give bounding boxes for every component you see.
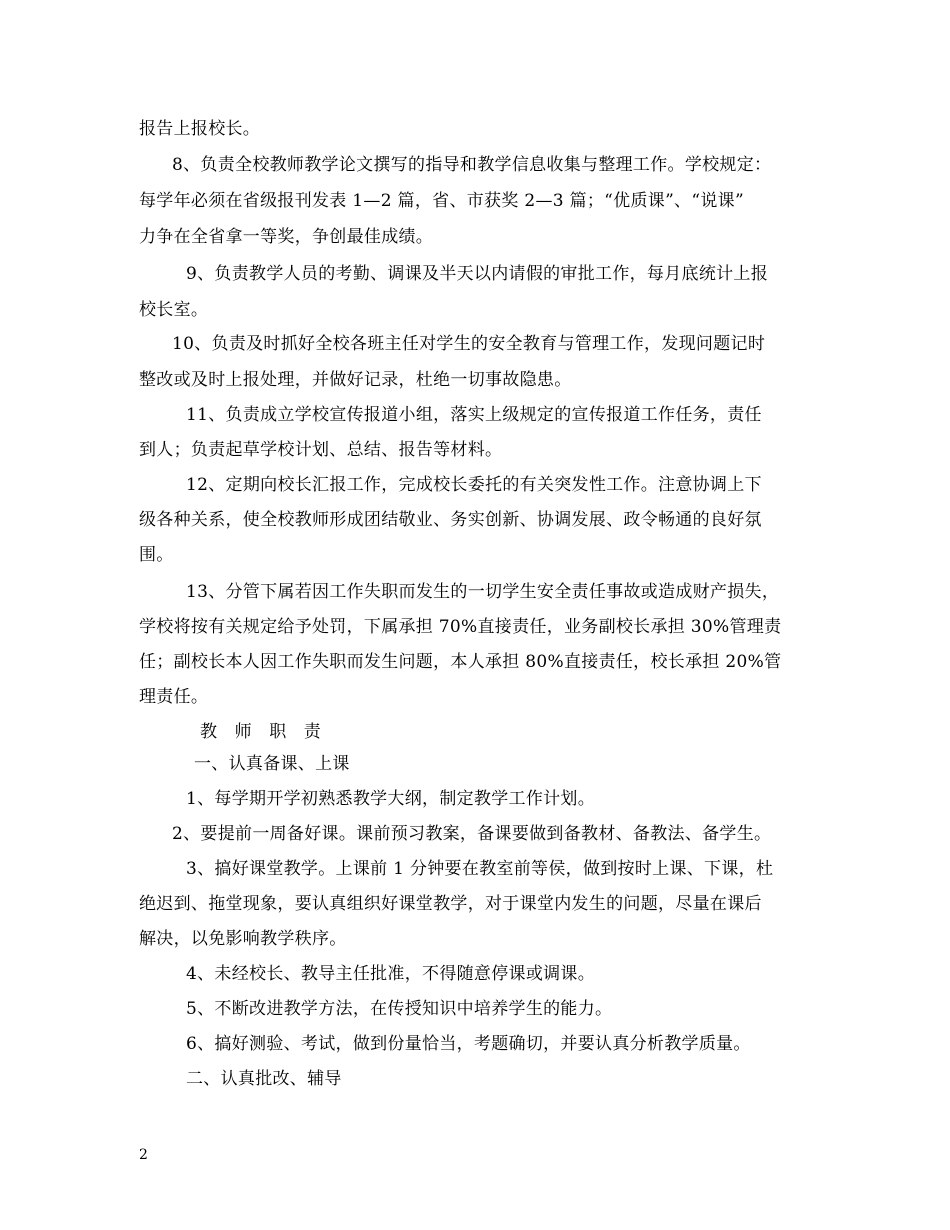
text-line: 理责任。 (139, 687, 209, 707)
text-line: 12、定期向校长汇报工作，完成校长委托的有关突发性工作。注意协调上下 (186, 475, 762, 495)
subsection-heading: 二、认真批改、辅导 (186, 1069, 342, 1089)
text-line: 6、搞好测验、考试，做到份量恰当，考题确切，并要认真分析教学质量。 (186, 1034, 751, 1054)
text-line: 报告上报校长。 (139, 119, 261, 139)
text-line: 8、负责全校教师教学论文撰写的指导和教学信息收集与整理工作。学校规定： (172, 155, 772, 175)
text-line: 围。 (139, 545, 174, 565)
section-heading: 教 师 职 责 (200, 722, 322, 742)
text-line: 4、未经校长、教导主任批准，不得随意停课或调课。 (186, 964, 596, 984)
text-line: 到人；负责起草学校计划、总结、报告等材料。 (139, 440, 503, 460)
text-line: 学校将按有关规定给予处罚，下属承担 70%直接责任，业务副校长承担 30%管理责 (139, 617, 782, 637)
text-line: 任；副校长本人因工作失职而发生问题，本人承担 80%直接责任，校长承担 20%管 (139, 652, 782, 672)
text-line: 9、负责教学人员的考勤、调课及半天以内请假的审批工作，每月底统计上报 (186, 264, 769, 284)
text-line: 级各种关系，使全校教师形成团结敬业、务实创新、协调发展、政令畅通的良好氛 (139, 510, 762, 530)
text-line: 绝迟到、拖堂现象，要认真组织好课堂教学，对于课堂内发生的问题，尽量在课后 (139, 894, 762, 914)
text-line: 3、搞好课堂教学。上课前 1 分钟要在教室前等侯，做到按时上课、下课，杜 (186, 859, 774, 879)
text-line: 13、分管下属若因工作失职而发生的一切学生安全责任事故或造成财产损失， (186, 582, 780, 602)
subsection-heading: 一、认真备课、上课 (194, 754, 350, 774)
text-line: 5、不断改进教学方法，在传授知识中培养学生的能力。 (186, 999, 613, 1019)
text-line: 10、负责及时抓好全校各班主任对学生的安全教育与管理工作，发现问题记时 (172, 334, 766, 354)
text-line: 力争在全省拿一等奖，争创最佳成绩。 (139, 227, 434, 247)
text-line: 2、要提前一周备好课。课前预习教案，备课要做到备教材、备教法、备学生。 (172, 824, 772, 844)
text-line: 校长室。 (139, 300, 209, 320)
text-line: 整改或及时上报处理，并做好记录，杜绝一切事故隐患。 (139, 370, 572, 390)
page-number: 2 (139, 1147, 148, 1163)
text-line: 11、负责成立学校宣传报道小组，落实上级规定的宣传报道工作任务，责任 (186, 405, 762, 425)
text-line: 每学年必须在省级报刊发表 1—2 篇，省、市获奖 2—3 篇；“优质课”、“说课” (139, 191, 744, 211)
text-line: 解决，以免影响教学秩序。 (139, 929, 347, 949)
text-line: 1、每学期开学初熟悉教学大纲，制定教学工作计划。 (186, 789, 596, 809)
